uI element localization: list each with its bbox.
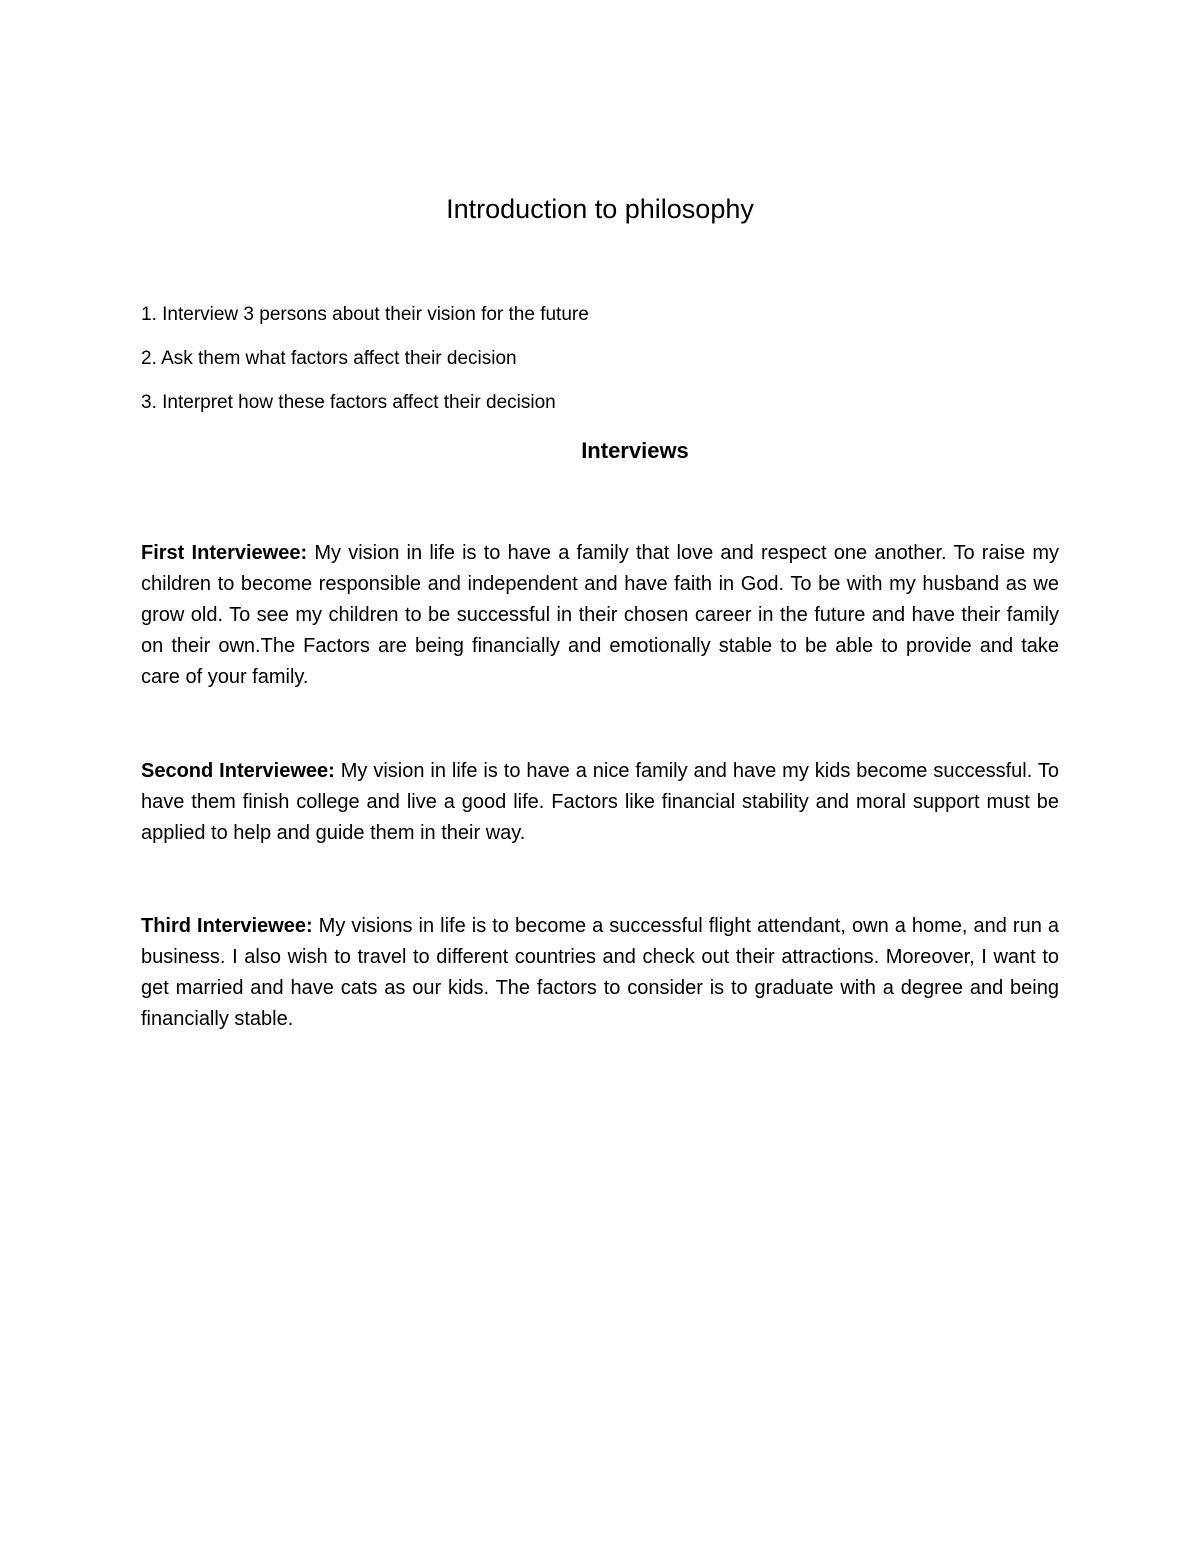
interview-paragraph-second (141, 756, 1059, 849)
task-list (141, 303, 1041, 435)
interviewee-label: First Interviewee: (141, 542, 308, 564)
task-item: 3. Interpret how these factors affect their decision (141, 392, 556, 413)
task-item: 2. Ask them what factors affect their decision (141, 348, 517, 369)
interview-text: My visions in life is to become a successful flight attendant, own a home, and run a business. I also wish to travel to different countries and check out their attractions. Moreover, I want to get married and have cats as our kids. The factors to consider is to graduate with a degree and being financially stable. (141, 915, 1059, 1030)
interview-paragraph-first (141, 538, 1059, 693)
interview-text: My vision in life is to have a family that love and respect one another. To raise my children to become responsible and independent and have faith in God. To be with my husband as we grow old. To see my children to be successful in their chosen career in the future and have their family on their own.The Factors are being financially and emotionally stable to be able to provide and take care of your family. (141, 542, 1059, 688)
interviewee-label: Second Interviewee: (141, 760, 335, 782)
section-heading-interviews: Interviews (581, 438, 689, 463)
interview-text: My vision in life is to have a nice family and have my kids become successful. To have them finish college and live a good life. Factors like financial stability and moral support must be applied to help and guide them in their way. (141, 760, 1059, 844)
task-item: 1. Interview 3 persons about their vision for the future (141, 304, 589, 325)
document-title: Introduction to philosophy (446, 194, 754, 224)
interviewee-label: Third Interviewee: (141, 915, 313, 937)
interview-paragraph-third (141, 911, 1059, 1035)
